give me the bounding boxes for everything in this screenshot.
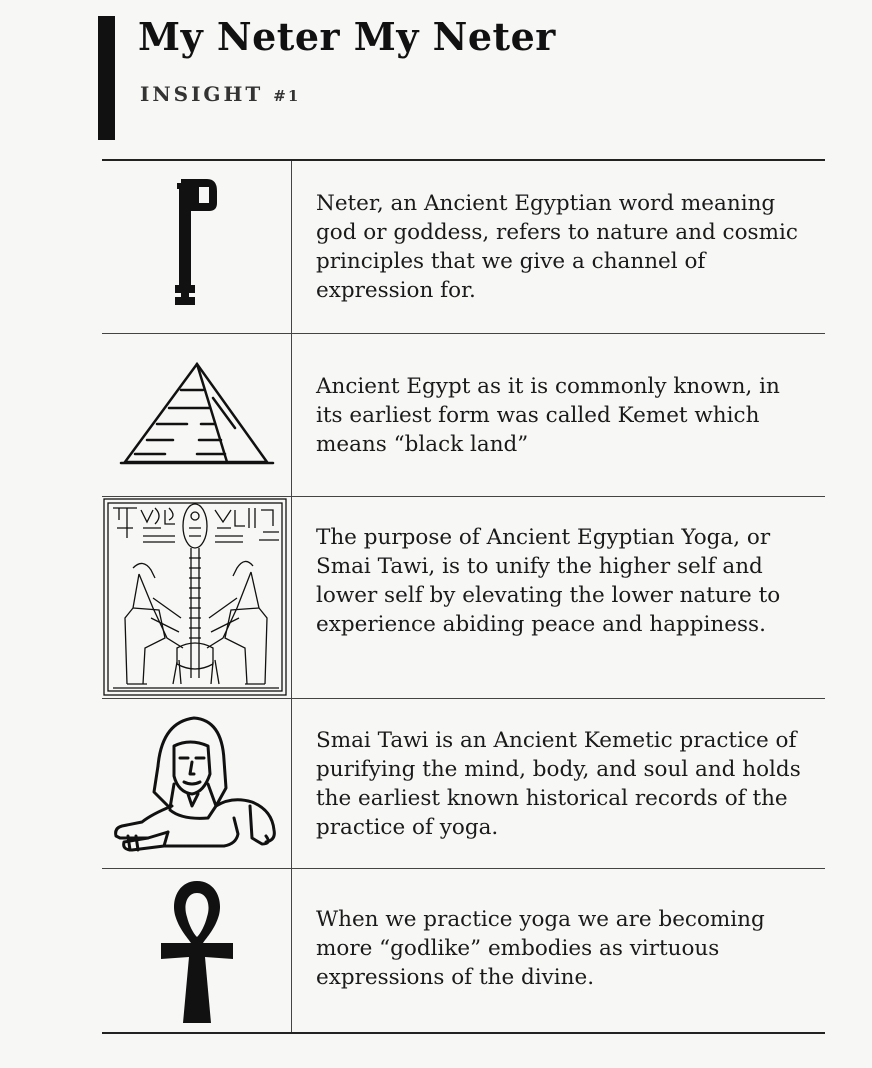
insight-text: Smai Tawi is an Ancient Kemetic practice of purifying the mind, body, and soul and holds the earliest known historical records of the practice of yoga. <box>316 728 801 840</box>
title-accent-bar <box>98 16 115 140</box>
insight-row <box>102 161 825 334</box>
subtitle-number: #1 <box>273 87 301 105</box>
insight-row <box>102 497 825 699</box>
insight-row <box>102 334 825 497</box>
insight-text: Neter, an Ancient Egyptian word meaning god or goddess, refers to nature and cosmic principles that we give a channel of expression for. <box>316 191 798 303</box>
icon-cell <box>102 334 292 496</box>
icon-cell <box>102 497 292 698</box>
insight-text: When we practice yoga we are becoming more “godlike” embodies as virtuous expressions of the divine. <box>316 907 765 990</box>
page-title: My Neter My Neter <box>138 14 556 59</box>
neter-flag-icon <box>167 177 227 317</box>
pyramid-icon <box>117 358 277 473</box>
icon-cell <box>102 161 292 333</box>
icon-cell <box>102 869 292 1032</box>
insight-row <box>102 869 825 1032</box>
sphinx-icon <box>112 710 282 858</box>
insight-text: Ancient Egypt as it is commonly known, in its earliest form was called Kemet which means “black land” <box>316 374 780 457</box>
page-subtitle <box>140 82 300 106</box>
insight-row <box>102 699 825 869</box>
ankh-icon <box>157 877 237 1025</box>
insight-text: The purpose of Ancient Egyptian Yoga, or Smai Tawi, is to unify the higher self and lower self by elevating the lower nature to experience abiding peace and happiness. <box>316 525 781 637</box>
smai-tawi-relief-icon <box>103 498 289 696</box>
subtitle-label: INSIGHT <box>140 82 264 106</box>
insight-table <box>102 159 825 1034</box>
icon-cell <box>102 699 292 868</box>
